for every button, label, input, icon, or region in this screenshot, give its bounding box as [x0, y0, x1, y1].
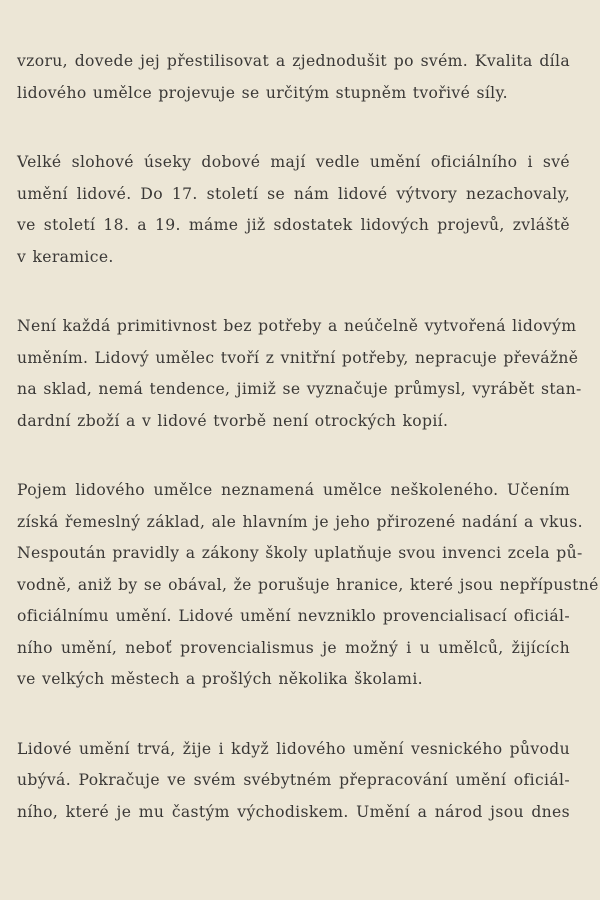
paragraph-5: [17, 734, 570, 829]
text-line: oficiálnímu umění. Lidové umění nevzniklo provencialisací oficiál-: [17, 607, 570, 625]
text-line: ního umění, neboť provencialismus je možný i u umělců, žijících: [17, 638, 570, 657]
text-line: uměním. Lidový umělec tvoří z vnitřní potřeby, nepracuje převážně: [17, 348, 579, 367]
text-line: Není každá primitivnost bez potřeby a neúčelně vytvořená lidovým: [17, 317, 577, 335]
text-line: ního, které je mu častým východiskem. Umění a národ jsou dnes: [17, 802, 570, 821]
text-line: vodně, aniž by se obával, že porušuje hranice, které jsou nepřípustné: [17, 575, 599, 594]
text-line: Velké slohové úseky dobové mají vedle umění oficiálního i své: [17, 153, 570, 171]
text-line: Pojem lidového umělce neznamená umělce neškoleného. Učením: [17, 481, 570, 499]
text-line: Lidové umění trvá, žije i když lidového umění vesnického původu: [17, 739, 570, 758]
text-line: lidového umělce projevuje se určitým stupněm tvořivé síly.: [17, 83, 508, 102]
paragraph-2: [17, 147, 570, 273]
text-line: získá řemeslný základ, ale hlavním je jeho přirozené nadání a vkus.: [17, 512, 583, 531]
paragraph-3: [17, 311, 582, 437]
text-line: ubývá. Pokračuje ve svém svébytném přepracování umění oficiál-: [17, 771, 570, 789]
text-line: Nespoután pravidly a zákony školy uplatňuje svou invenci zcela pů-: [17, 544, 583, 562]
paragraph-1: [17, 46, 570, 109]
text-line: dardní zboží a v lidové tvorbě není otrockých kopií.: [17, 411, 449, 430]
text-line: vzoru, dovede jej přestilisovat a zjednodušit po svém. Kvalita díla: [17, 52, 570, 70]
text-line: umění lidové. Do 17. století se nám lidové výtvory nezachovaly,: [17, 184, 570, 203]
paragraph-4: [17, 475, 599, 696]
text-line: na sklad, nemá tendence, jimiž se vyznačuje průmysl, vyrábět stan-: [17, 380, 582, 398]
text-line: ve velkých městech a prošlých několika školami.: [17, 670, 423, 688]
text-line: v keramice.: [17, 247, 114, 266]
text-line: ve století 18. a 19. máme již sdostatek lidových projevů, zvláště: [17, 216, 570, 234]
